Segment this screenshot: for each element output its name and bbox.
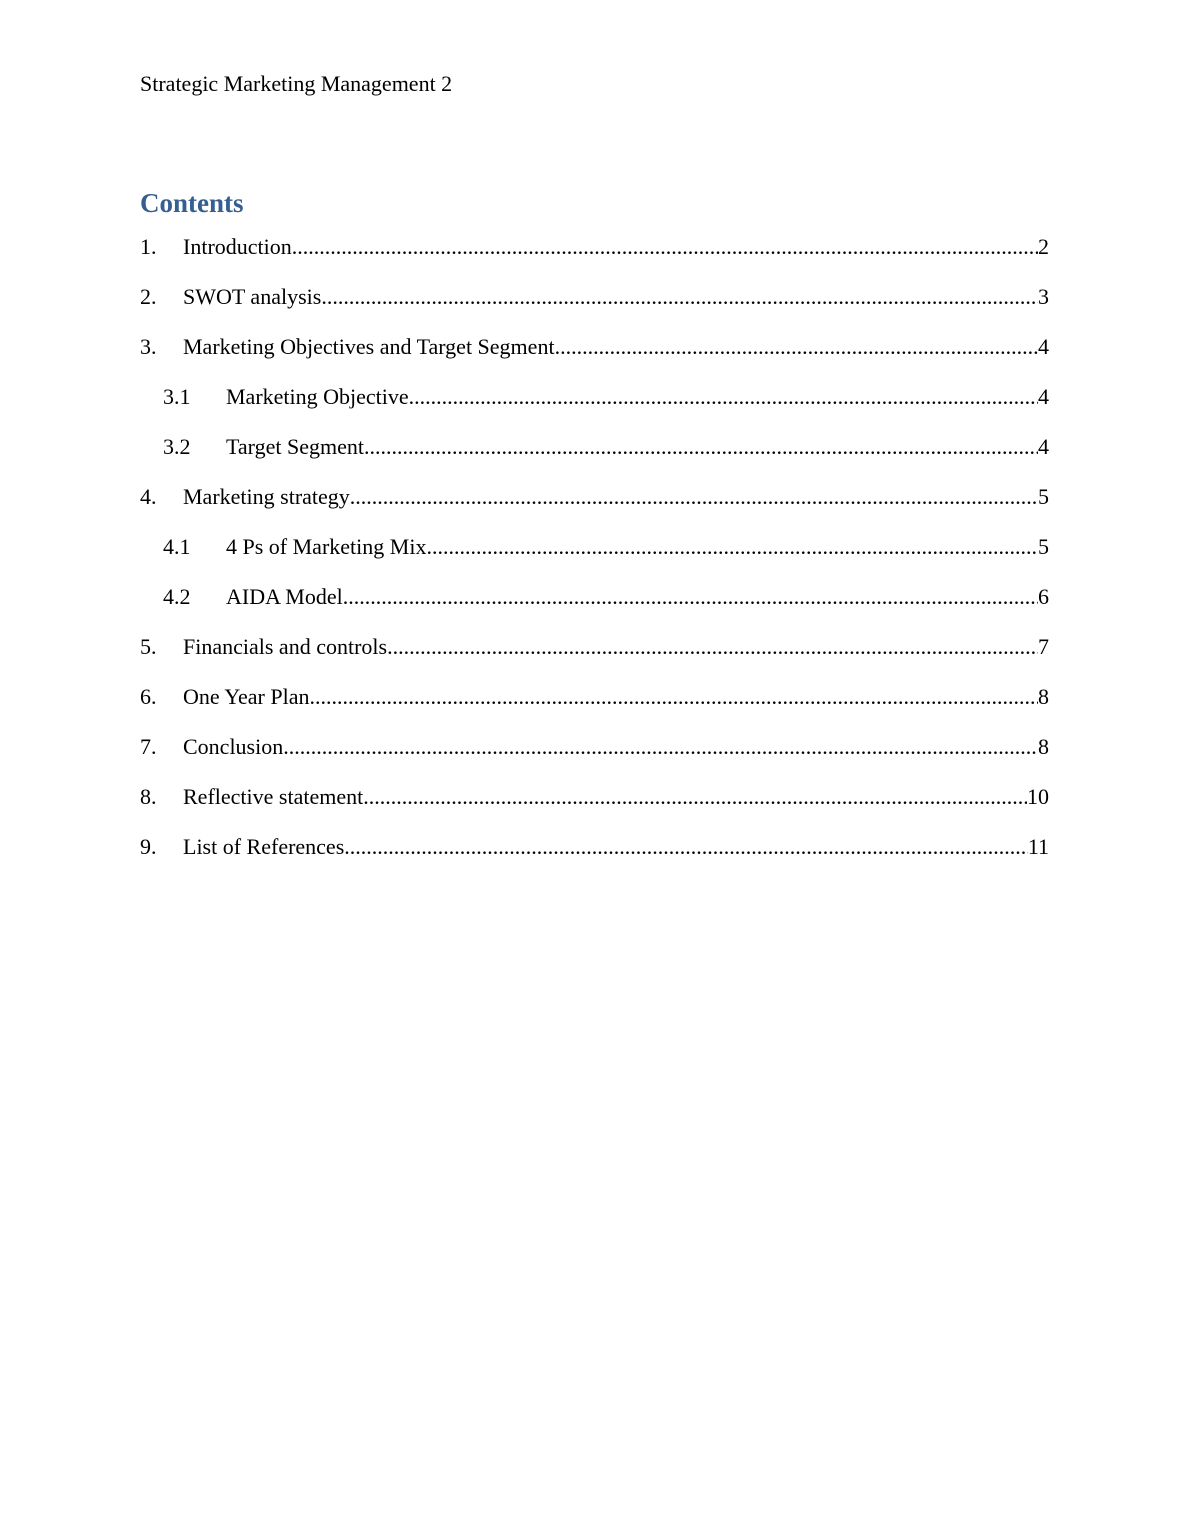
toc-link[interactable] <box>140 232 1049 262</box>
toc-entry-swot-analysis[interactable] <box>140 282 1049 332</box>
toc-entry-number: 3. <box>140 334 157 359</box>
toc-entry-marketing-objective[interactable] <box>140 382 1049 432</box>
toc-entry-marketing-objectives-target-segment[interactable] <box>140 332 1049 382</box>
toc-entry-number: 3.1 <box>163 384 191 409</box>
toc-dot-leader <box>292 232 1038 262</box>
toc-dot-leader <box>344 832 1028 862</box>
toc-entry-page: 2 <box>1038 234 1049 259</box>
toc-entry-number: 4.2 <box>163 584 191 609</box>
toc-link[interactable] <box>140 732 1049 762</box>
toc-entry-page: 5 <box>1038 534 1049 559</box>
toc-dot-leader <box>321 282 1038 312</box>
toc-entry-number: 8. <box>140 784 157 809</box>
toc-entry-label: Conclusion <box>183 734 284 759</box>
toc-link[interactable] <box>163 432 1049 462</box>
toc-entry-page: 3 <box>1038 284 1049 309</box>
toc-heading: Contents <box>140 188 244 218</box>
toc-entry-page: 11 <box>1027 834 1049 859</box>
toc-entry-page: 4 <box>1038 334 1049 359</box>
toc-dot-leader <box>409 382 1038 412</box>
toc-dot-leader <box>283 732 1038 762</box>
page-header: Strategic Marketing Management 2 <box>140 71 453 96</box>
toc-entry-page: 10 <box>1027 784 1049 809</box>
toc-entry-number: 2. <box>140 284 157 309</box>
toc-entry-label: Marketing strategy <box>183 484 350 509</box>
toc-entry-label: Marketing Objectives and Target Segment <box>183 334 555 359</box>
toc-entry-one-year-plan[interactable] <box>140 682 1049 732</box>
toc-link[interactable] <box>140 632 1049 662</box>
toc-entry-conclusion[interactable] <box>140 732 1049 782</box>
toc-entry-number: 6. <box>140 684 157 709</box>
toc-entry-label: Marketing Objective <box>226 384 409 409</box>
toc-entry-number: 5. <box>140 634 157 659</box>
toc-entry-page: 4 <box>1038 384 1049 409</box>
toc-link[interactable] <box>163 382 1049 412</box>
toc-entry-4ps-marketing-mix[interactable] <box>140 532 1049 582</box>
toc-entry-page: 6 <box>1038 584 1049 609</box>
toc-entry-number: 7. <box>140 734 157 759</box>
toc-entry-number: 4. <box>140 484 157 509</box>
toc-link[interactable] <box>140 332 1049 362</box>
toc-link[interactable] <box>140 482 1049 512</box>
toc-entry-page: 8 <box>1038 684 1049 709</box>
toc-dot-leader <box>363 782 1027 812</box>
toc-dot-leader <box>350 482 1038 512</box>
toc-entry-label: List of References <box>183 834 345 859</box>
toc-entry-number: 4.1 <box>163 534 191 559</box>
toc-entry-label: Reflective statement <box>183 784 364 809</box>
toc-entry-label: One Year Plan <box>183 684 310 709</box>
toc-dot-leader <box>364 432 1038 462</box>
toc-entry-number: 9. <box>140 834 157 859</box>
toc-link[interactable] <box>163 582 1049 612</box>
toc-entry-page: 4 <box>1038 434 1049 459</box>
toc-link[interactable] <box>140 782 1049 812</box>
toc-link[interactable] <box>140 832 1049 862</box>
toc-dot-leader <box>555 332 1038 362</box>
toc-entry-number: 3.2 <box>163 434 191 459</box>
toc-entry-financials-controls[interactable] <box>140 632 1049 682</box>
toc-entry-marketing-strategy[interactable] <box>140 482 1049 532</box>
toc-entry-list-of-references[interactable] <box>140 832 1049 882</box>
toc-dot-leader <box>343 582 1038 612</box>
toc-entry-aida-model[interactable] <box>140 582 1049 632</box>
toc-entry-page: 5 <box>1038 484 1049 509</box>
toc-dot-leader <box>426 532 1038 562</box>
toc-link[interactable] <box>140 282 1049 312</box>
toc-entry-reflective-statement[interactable] <box>140 782 1049 832</box>
toc-entry-label: Introduction <box>183 234 292 259</box>
toc-entry-page: 8 <box>1038 734 1049 759</box>
toc-entry-label: SWOT analysis <box>183 284 322 309</box>
toc-entry-page: 7 <box>1038 634 1049 659</box>
toc-entry-introduction[interactable] <box>140 232 1049 282</box>
toc-entry-label: Financials and controls <box>183 634 388 659</box>
toc-entry-number: 1. <box>140 234 157 259</box>
toc-link[interactable] <box>140 682 1049 712</box>
toc-dot-leader <box>387 632 1038 662</box>
toc-link[interactable] <box>163 532 1049 562</box>
toc-entry-label: Target Segment <box>226 434 364 459</box>
toc-entry-target-segment[interactable] <box>140 432 1049 482</box>
toc-entry-label: 4 Ps of Marketing Mix <box>226 534 427 559</box>
table-of-contents <box>140 232 1049 882</box>
toc-dot-leader <box>310 682 1039 712</box>
toc-entry-label: AIDA Model <box>226 584 343 609</box>
